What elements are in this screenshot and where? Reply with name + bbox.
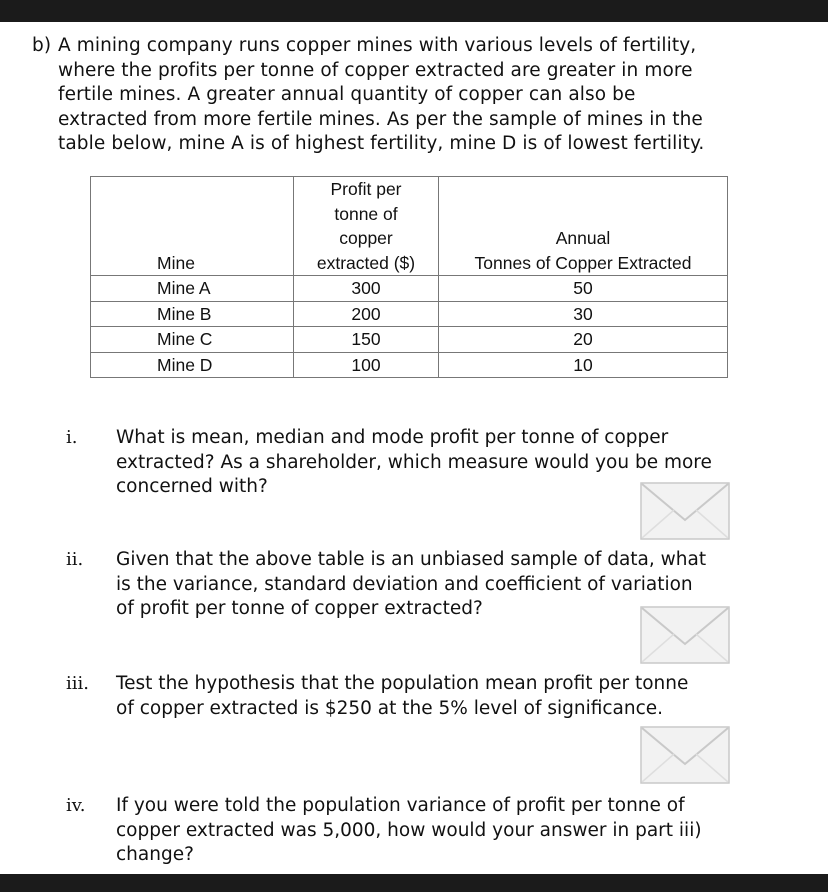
col-header-profit-line: Profit per <box>330 179 402 199</box>
cell-mine: Mine B <box>91 301 294 327</box>
col-header-profit-line: copper <box>339 228 393 248</box>
cell-tonnes: 50 <box>439 276 728 302</box>
question-line: Test the hypothesis that the population mean profit per tonne <box>116 673 689 694</box>
table-row <box>91 276 728 302</box>
question-line: What is mean, median and mode profit per tonne of copper <box>116 427 669 448</box>
question-line: extracted? As a shareholder, which measure would you be more <box>116 451 712 473</box>
cell-mine: Mine A <box>91 276 294 302</box>
col-header-tonnes-line: Annual <box>555 228 611 248</box>
question-number: iv. <box>66 795 86 816</box>
bottom-dark-bar <box>0 874 828 892</box>
question-intro <box>32 34 812 157</box>
envelope-icon[interactable] <box>640 606 730 664</box>
question-line: change? <box>116 844 194 865</box>
cell-profit: 200 <box>294 301 439 327</box>
intro-line: A mining company runs copper mines with various levels of fertility, <box>58 35 697 56</box>
table-row <box>91 301 728 327</box>
col-header-tonnes <box>439 177 728 276</box>
envelope-icon[interactable] <box>640 482 730 540</box>
intro-line: where the profits per tonne of copper extracted are greater in more <box>58 59 693 81</box>
intro-line: extracted from more fertile mines. As per the sample of mines in the <box>58 108 703 130</box>
col-header-profit-line: tonne of <box>334 203 398 224</box>
question-line: copper extracted was 5,000, how would your answer in part iii) <box>116 819 702 841</box>
question-line: Given that the above table is an unbiased sample of data, what <box>116 549 707 570</box>
table-header-row <box>91 177 728 276</box>
question-line: concerned with? <box>116 476 268 497</box>
question-line: of copper extracted is $250 at the 5% level of significance. <box>116 697 664 719</box>
table-row <box>91 327 728 353</box>
intro-line: table below, mine A is of highest fertility, mine D is of lowest fertility. <box>58 133 705 154</box>
cell-tonnes: 10 <box>439 352 728 378</box>
question-number: i. <box>66 427 78 448</box>
top-dark-bar <box>0 0 828 22</box>
col-header-profit <box>294 177 439 276</box>
question-text <box>116 794 736 868</box>
col-header-tonnes-line: Tonnes of Copper Extracted <box>474 252 692 273</box>
question-number: ii. <box>66 549 84 570</box>
part-label: b) <box>32 35 52 56</box>
question-number: iii. <box>66 673 89 694</box>
cell-profit: 300 <box>294 276 439 302</box>
cell-tonnes: 30 <box>439 301 728 327</box>
envelope-icon[interactable] <box>640 726 730 784</box>
question-line: of profit per tonne of copper extracted? <box>116 598 483 619</box>
cell-mine: Mine C <box>91 327 294 353</box>
col-header-profit-line: extracted ($) <box>316 252 416 273</box>
cell-profit: 100 <box>294 352 439 378</box>
question-line: is the variance, standard deviation and coefficient of variation <box>116 573 693 595</box>
question-line: If you were told the population variance of profit per tonne of <box>116 795 685 816</box>
col-header-mine: Mine <box>91 177 294 276</box>
mines-table <box>90 176 728 378</box>
intro-line: fertile mines. A greater annual quantity of copper can also be <box>58 84 636 105</box>
cell-profit: 150 <box>294 327 439 353</box>
cell-mine: Mine D <box>91 352 294 378</box>
table-row <box>91 352 728 378</box>
question-text <box>116 672 736 721</box>
cell-tonnes: 20 <box>439 327 728 353</box>
